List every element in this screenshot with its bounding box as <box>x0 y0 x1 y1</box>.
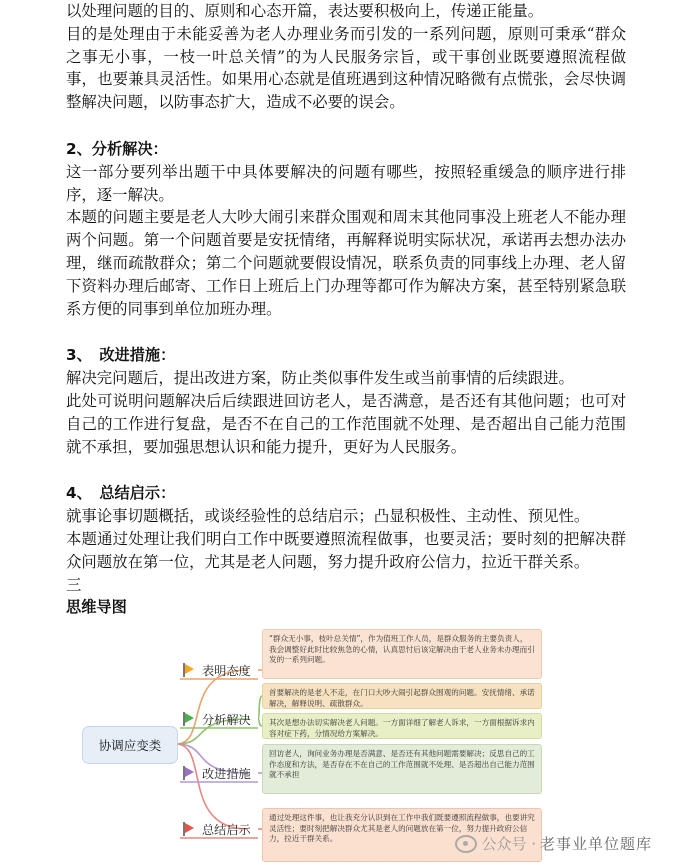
section-title: 思维导图 <box>66 598 127 617</box>
branch-summary <box>180 820 258 838</box>
note-analyze-second: 其次是想办法切实解决老人问题。一方面详细了解老人诉求，一方面根据诉求内容对症下药，分情况给方案解决。 <box>262 713 542 739</box>
wechat-icon <box>455 835 477 853</box>
branch-label: 分析解决 <box>202 712 251 727</box>
intro-paragraph-2: 目的是处理由于未能妥善为老人办理业务而引发的一系列问题，原则可秉承“群众之事无小事，一枝一叶总关情”的为人民服务宗旨，或干事创业既要遵照流程做事，也要兼具灵活性。如果用心态就是值班遇到这种情况略微有点慌张，会尽快调整解决问题，以防事态扩大，造成不必要的误会。 <box>66 24 626 112</box>
note-analyze-first: 首要解决的是老人不走，在门口大吵大闹引起群众围观的问题。安抚情绪、承诺解决，解释说明、疏散群众。 <box>262 683 542 709</box>
branch-label: 改进措施 <box>202 766 251 781</box>
branch-label: 表明态度 <box>202 663 251 678</box>
watermark-prefix: 公众号 · <box>481 835 536 853</box>
flag-icon <box>183 822 196 836</box>
note-attitude: “群众无小事，枝叶总关情”，作为值班工作人员，是群众服务的主要负责人，我会调整好此时比较焦急的心情，认真思忖后该定解决由于老人业务未办理而引发的一系列问题。 <box>262 629 542 679</box>
connector-root-4 <box>176 744 248 829</box>
summary-paragraph-1: 就事论事切题概括，或谈经验性的总结启示；凸显积极性、主动性、预见性。 <box>66 507 590 526</box>
mind-map <box>70 603 570 866</box>
note-improve: 回访老人，询问业务办理是否满意、是否还有其他问题需要解决；反思自己的工作态度和方法，是否存在不在自己的工作范围就不处理、是否超出自己能力范围就不承担 <box>262 744 542 794</box>
note-summary: 通过处理这件事，也让我充分认识到在工作中我们既要遵照流程做事，也要讲究灵活性；要时刻把解决群众尤其是老人的问题放在第一位，努力提升政府公信力，拉近干群关系。 <box>262 808 542 862</box>
heading-improve: 3、 改进措施： <box>66 346 176 365</box>
flag-icon <box>183 712 196 726</box>
improve-paragraph-1: 解决完问题后，提出改进方案，防止类似事件发生或当前事情的后续跟进。 <box>66 369 574 388</box>
intro-paragraph-1: 以处理问题的目的、原则和心态开篇，表达要积极向上，传递正能量。 <box>66 2 544 20</box>
summary-paragraph-2: 本题通过处理让我们明白工作中既要遵照流程做事，也要灵活；要时刻的把解决群众问题放在第一位，尤其是老人问题，努力提升政府公信力，拉近干群关系。 <box>66 529 626 571</box>
analyze-paragraph-2: 本题的问题主要是老人大吵大闹引来群众围观和周末其他同事没上班老人不能办理两个问题。第一个问题首要是安抚情绪，再解释说明实际状况，承诺再去想办法办理，继而疏散群众；第二个问题就要假设情况，联系负责的同事线上办理、老人留下资料办理后邮寄、工作日上班后上门办理等都可作为解决方案，甚至特别紧急联系方便的同事到单位加班办理。 <box>66 208 626 318</box>
flag-icon <box>183 663 196 677</box>
section-number: 三 <box>66 575 82 594</box>
improve-paragraph-2: 此处可说明问题解决后后续跟进回访老人，是否满意，是否还有其他问题；也可对自己的工作进行复盘，是否不在自己的工作范围就不处理、是否超出自己能力范围就不承担，要加强思想认识和能力提升，更好为人民服务。 <box>66 391 626 456</box>
document-body <box>66 0 626 619</box>
watermark <box>455 833 652 854</box>
analyze-paragraph-1: 这一部分要列举出题干中具体要解决的问题有哪些，按照轻重缓急的顺序进行排序，逐一解决。 <box>66 162 626 204</box>
mind-map-root: 协调应变类 <box>82 726 178 764</box>
connector-root-1 <box>176 670 248 744</box>
branch-analyze <box>180 710 258 728</box>
heading-summary: 4、 总结启示： <box>66 484 176 503</box>
branch-label: 总结启示 <box>202 822 251 837</box>
branch-attitude <box>180 661 258 679</box>
watermark-name: 老事业单位题库 <box>539 835 652 853</box>
flag-icon <box>183 766 196 780</box>
branch-improve <box>180 764 258 782</box>
heading-analyze-solve: 2、分析解决： <box>66 139 168 158</box>
